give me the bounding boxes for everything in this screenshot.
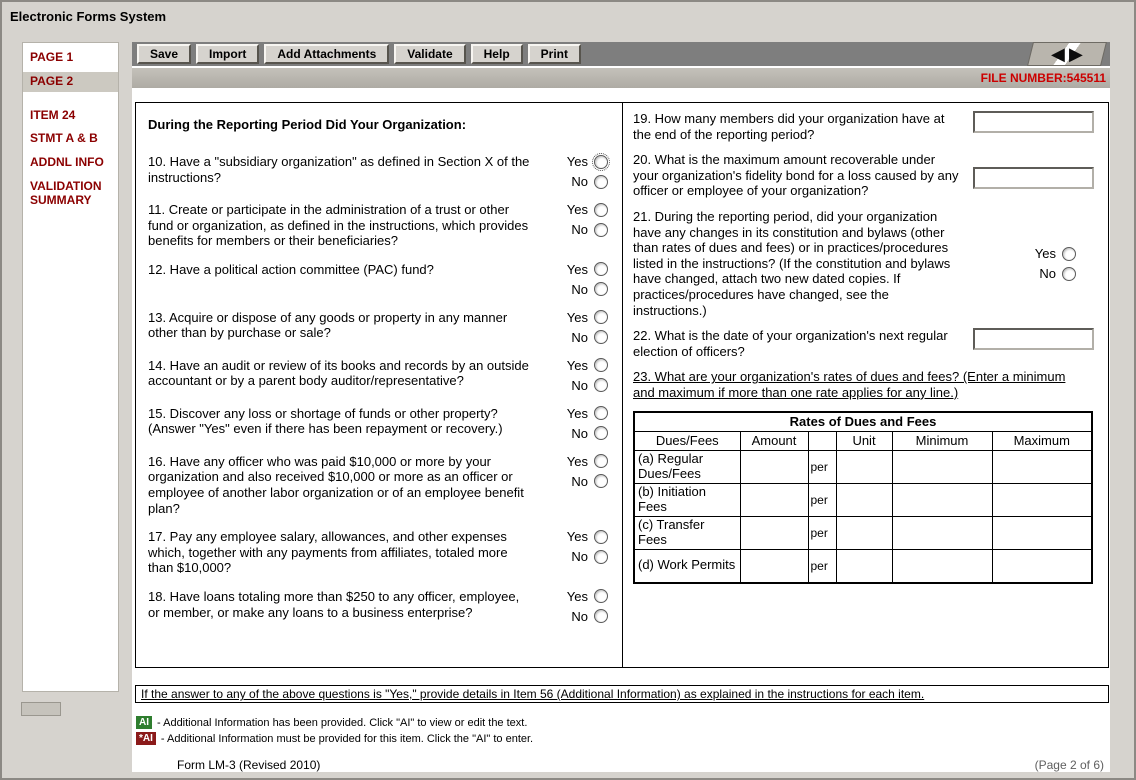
sidebar [22,42,119,692]
scrollbar-stub [21,702,61,716]
regular-dues-amount-cell[interactable] [740,450,808,483]
yes-answers-note [135,685,1109,703]
yes-label: Yes [566,202,588,217]
question-20-row [633,152,1108,199]
form-area [135,102,1109,668]
import-button[interactable]: Import [196,44,259,64]
question-13-text: 13. Acquire or dispose of any goods or property in any manner other than by purchase or sale? [148,309,508,341]
no-label: No [571,549,588,565]
dues-fees-table [633,411,1093,584]
regular-dues-maximum-cell[interactable] [992,450,1092,483]
transfer-fees-maximum-cell[interactable] [992,516,1092,549]
q15-yes-radio[interactable] [594,406,608,420]
transfer-fees-minimum-cell[interactable] [892,516,992,549]
row-label-transfer-fees: (c) Transfer Fees [634,516,740,549]
col-header-dues-fees: Dues/Fees [634,431,740,450]
work-permits-minimum-cell[interactable] [892,549,992,583]
question-11-text: 11. Create or participate in the administration of a trust or other fund or organization, as defined in the instructions, which provides benefits for members or their beneficiaries? [148,202,529,249]
row-label-regular-dues: (a) Regular Dues/Fees [634,450,740,483]
work-permits-row [634,549,1092,583]
validate-button[interactable]: Validate [394,44,465,64]
transfer-fees-row [634,516,1092,549]
dues-table-title: Rates of Dues and Fees [634,412,1092,432]
ai-required-badge: *AI [136,732,156,745]
col-header-maximum: Maximum [992,431,1092,450]
page-navigation [1027,42,1107,66]
question-17-text: 17. Pay any employee salary, allowances, and other expenses which, together with any payments from affiliates, totaled more than $10,000? [148,529,508,576]
add-attachments-button[interactable]: Add Attachments [264,44,389,64]
regular-dues-minimum-cell[interactable] [892,450,992,483]
prev-page-arrow-icon[interactable]: ◀ [1051,44,1065,64]
q21-yes-radio[interactable] [1062,247,1076,261]
question-12-text: 12. Have a political action committee (PAC) fund? [148,261,434,277]
question-20-text: 20. What is the maximum amount recoverable under your organization's fidelity bond for a loss caused by any officer or employee of your organization? [633,152,959,199]
sidebar-item-page-1[interactable]: PAGE 1 [30,50,74,64]
toolbar [132,42,1110,66]
question-15-row [148,406,612,441]
q10-no-radio[interactable] [594,175,608,189]
sidebar-item-addnl-info[interactable]: ADDNL INFO [30,155,104,170]
question-17-row [148,529,612,576]
question-11-row [148,202,612,249]
transfer-fees-amount-cell[interactable] [740,516,808,549]
q16-no-radio[interactable] [594,474,608,488]
q13-no-radio[interactable] [594,330,608,344]
no-label: No [571,608,588,624]
ai-provided-badge: AI [136,716,152,729]
question-10-row [148,154,612,189]
per-label: per [808,516,836,549]
initiation-fees-unit-cell[interactable] [836,483,892,516]
question-13-radio-group [567,310,612,345]
col-header-unit: Unit [836,431,892,450]
save-button[interactable]: Save [137,44,191,64]
row-label-work-permits: (d) Work Permits [634,549,740,583]
form-name-label: Form LM-3 (Revised 2010) [177,758,321,772]
question-16-radio-group [567,454,612,516]
questions-19-23-section [622,102,1109,668]
q22-election-date-input[interactable] [973,328,1094,350]
q20-bond-amount-input[interactable] [973,167,1094,189]
sidebar-item-stmt-a-b[interactable]: STMT A & B [30,131,98,146]
yes-label: Yes [566,405,588,421]
question-12-radio-group [567,262,612,297]
question-10-radio-group [567,154,612,189]
question-10-text: 10. Have a "subsidiary organization" as defined in Section X of the instructions? [148,154,530,185]
work-permits-maximum-cell[interactable] [992,549,1092,583]
q18-yes-radio[interactable] [594,589,608,603]
work-permits-amount-cell[interactable] [740,549,808,583]
initiation-fees-maximum-cell[interactable] [992,483,1092,516]
initiation-fees-minimum-cell[interactable] [892,483,992,516]
q17-no-radio[interactable] [594,550,608,564]
col-header-per [808,431,836,450]
file-number-label: FILE NUMBER:545511 [980,71,1106,85]
no-label: No [571,425,588,441]
help-button[interactable]: Help [471,44,523,64]
q16-yes-radio[interactable] [594,454,608,468]
q18-no-radio[interactable] [594,609,608,623]
initiation-fees-amount-cell[interactable] [740,483,808,516]
q19-members-input[interactable] [973,111,1094,133]
question-15-text: 15. Discover any loss or shortage of funds or other property? (Answer "Yes" even if there has been repayment or recovery.) [148,405,503,437]
q13-yes-radio[interactable] [594,310,608,324]
question-17-radio-group [567,529,612,576]
sidebar-item-page-2[interactable]: PAGE 2 [23,72,118,92]
dues-table-header-row [634,431,1092,450]
ai-legend [136,716,533,748]
initiation-fees-row [634,483,1092,516]
yes-label: Yes [1034,246,1056,262]
q12-no-radio[interactable] [594,282,608,296]
question-22-row [633,328,1108,359]
question-23-text: 23. What are your organization's rates of dues and fees? (Enter a minimum and maximum if more than one rate applies for any line.) [633,369,1066,400]
legend-row-ai-provided [136,716,533,729]
question-16-row [148,454,612,516]
no-label: No [1039,266,1056,282]
question-23-row [633,369,1108,400]
page-indicator: (Page 2 of 6) [1034,758,1104,772]
q11-yes-radio[interactable] [594,203,608,217]
question-19-row [633,111,1108,142]
question-11-radio-group [567,202,612,249]
row-label-initiation-fees: (b) Initiation Fees [634,483,740,516]
question-19-text: 19. How many members did your organization have at the end of the reporting period? [633,111,945,142]
question-21-row [633,209,1108,318]
no-label: No [571,329,588,345]
q10-yes-radio[interactable] [594,155,608,169]
legend-row-ai-required [136,732,533,745]
col-header-minimum: Minimum [892,431,992,450]
question-13-row [148,310,612,345]
yes-label: Yes [566,261,588,277]
file-number-bar [132,68,1110,88]
main-panel [132,42,1110,772]
regular-dues-row [634,450,1092,483]
ai-required-text: - Additional Information must be provided for this item. Click the "AI" to enter. [160,732,534,745]
question-14-text: 14. Have an audit or review of its books and records by an outside accountant or by a parent body auditor/representative? [148,357,529,389]
question-18-radio-group [567,589,612,624]
question-22-text: 22. What is the date of your organization's next regular election of officers? [633,328,948,359]
yes-label: Yes [566,588,588,604]
transfer-fees-unit-cell[interactable] [836,516,892,549]
yes-label: Yes [566,529,588,545]
no-label: No [571,473,588,489]
question-21-radio-group [1035,246,1080,281]
question-16-text: 16. Have any officer who was paid $10,000 or more by your organization and also received $10,000 or more as an officer or employee of another labor organization or of an employee benefit plan? [148,453,524,516]
yes-label: Yes [566,453,588,469]
q11-no-radio[interactable] [594,223,608,237]
yes-label: Yes [566,154,588,169]
q17-yes-radio[interactable] [594,530,608,544]
q15-no-radio[interactable] [594,426,608,440]
yes-label: Yes [566,357,588,373]
sidebar-item-validation-summary[interactable]: VALIDATION SUMMARY [30,178,102,207]
yes-label: Yes [566,309,588,325]
questions-10-18-section [135,102,623,668]
q14-no-radio[interactable] [594,378,608,392]
per-label: per [808,549,836,583]
no-label: No [571,174,588,189]
footer [132,758,1106,772]
q21-no-radio[interactable] [1062,267,1076,281]
question-21-text: 21. During the reporting period, did your organization have any changes in its constitution and bylaws (other than rates of dues and fees) or in practices/procedures listed in the instructions? (If the constitution and bylaws have changed, attach two new dated copies. If practices/procedures have changed, see the instructions.) [633,208,951,318]
note-text: If the answer to any of the above questions is "Yes," provide details in Item 56 (Additional Information) as explained in the instructions for each item. [141,687,925,701]
question-14-radio-group [567,358,612,393]
q12-yes-radio[interactable] [594,262,608,276]
left-section-header: During the Reporting Period Did Your Organization: [148,117,467,132]
question-12-row [148,262,612,297]
regular-dues-unit-cell[interactable] [836,450,892,483]
question-18-row [148,589,612,624]
ai-provided-text: - Additional Information has been provided. Click "AI" to view or edit the text. [157,716,528,729]
per-label: per [808,483,836,516]
per-label: per [808,450,836,483]
col-header-amount: Amount [740,431,808,450]
window-title: Electronic Forms System [10,9,167,24]
no-label: No [571,222,588,237]
question-18-text: 18. Have loans totaling more than $250 to any officer, employee, or member, or make any loans to a business enterprise? [148,588,520,620]
no-label: No [571,377,588,393]
question-15-radio-group [567,406,612,441]
next-page-arrow-icon[interactable]: ▶ [1069,44,1083,64]
sidebar-item-item-24[interactable]: ITEM 24 [30,107,76,122]
question-14-row [148,358,612,393]
work-permits-unit-cell[interactable] [836,549,892,583]
q14-yes-radio[interactable] [594,358,608,372]
no-label: No [571,281,588,297]
print-button[interactable]: Print [528,44,581,64]
